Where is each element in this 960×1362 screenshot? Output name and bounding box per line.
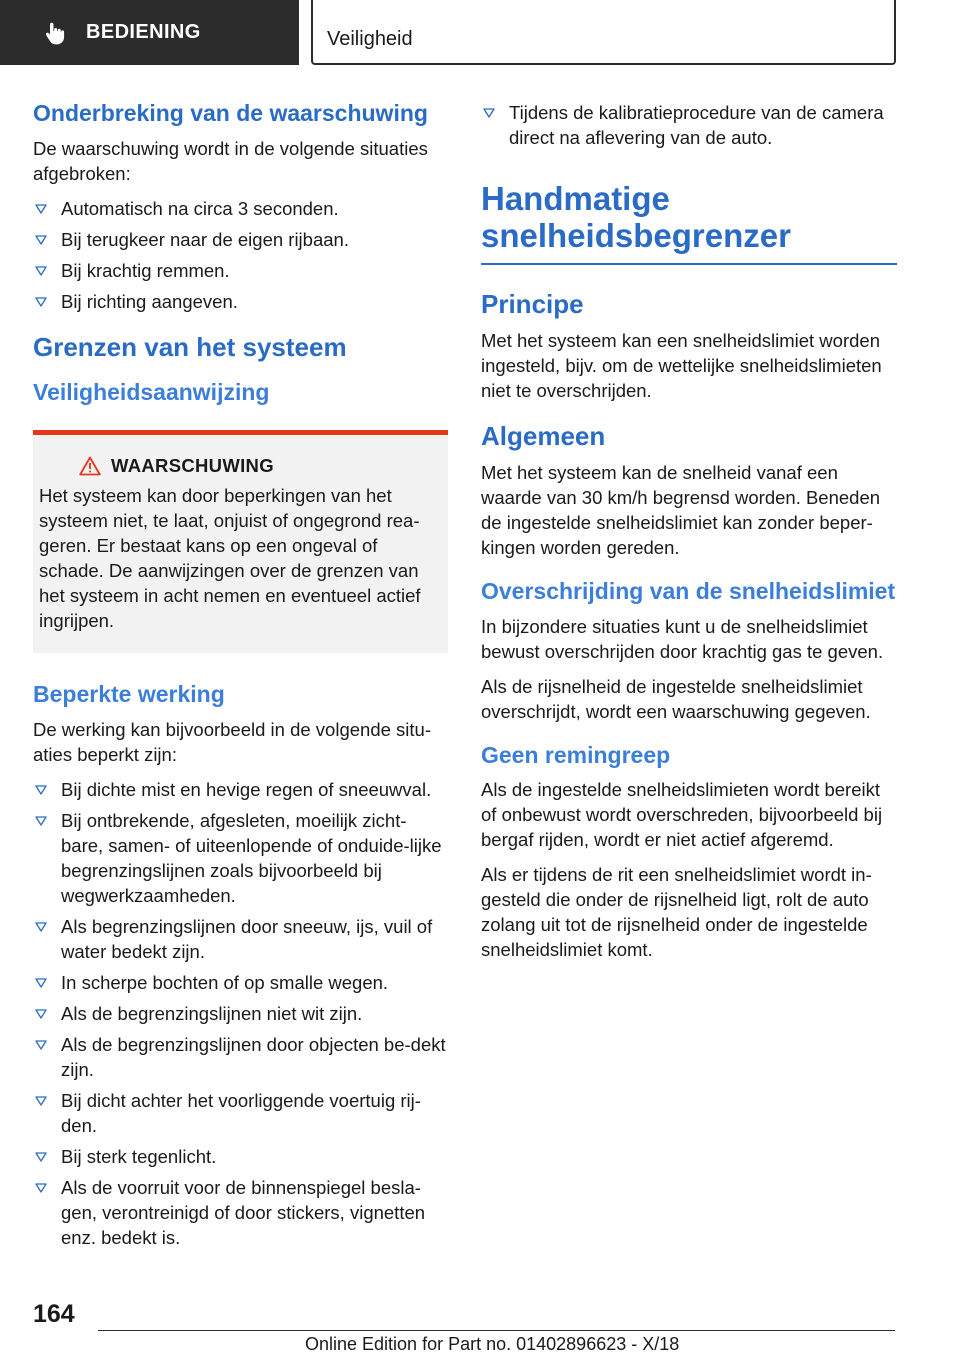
list-item — [33, 289, 448, 314]
triangle-bullet-icon — [35, 1009, 47, 1019]
chapter-tab — [311, 0, 896, 65]
section-name: BEDIENING — [86, 21, 201, 43]
list-item — [33, 1088, 448, 1138]
triangle-bullet-icon — [35, 204, 47, 214]
hand-pointer-icon — [42, 20, 68, 46]
warning-box — [33, 430, 448, 653]
triangle-bullet-icon — [35, 235, 47, 245]
paragraph-limited: De werking kan bijvoorbeeld in de volgende situ‐aties beperkt zijn: — [33, 718, 431, 765]
heading-rule — [481, 263, 897, 265]
heading-safety: Veiligheidsaanwijzing — [33, 378, 270, 405]
heading-interrupt: Onderbreking van de waarschuwing — [33, 100, 428, 126]
list-item — [33, 914, 448, 964]
list-item-text: Als de begrenzingslijnen door objecten be‐dekt zijn. — [61, 1033, 446, 1080]
triangle-bullet-icon — [483, 108, 495, 118]
list-item-text: Bij ontbrekende, afgesleten, moeilijk zicht‐bare, samen- of uiteenlopende of onduide‐lijke begrenzingslijnen zoals bijvoorbeeld bij wegwerkzaamheden. — [61, 809, 442, 906]
list-item-text: In scherpe bochten of op smalle wegen. — [61, 971, 389, 993]
list-item-text: Bij dicht achter het voorliggende voertuig rij‐den. — [61, 1089, 421, 1136]
warning-title: WAARSCHUWING — [111, 455, 274, 477]
list-item — [33, 970, 448, 995]
heading-main: Handmatige snelheidsbegrenzer — [481, 180, 791, 255]
right-column — [481, 100, 897, 972]
warning-triangle-icon — [79, 456, 101, 476]
paragraph-exceed-1: In bijzondere situaties kunt u de snelheidslimiet bewust overschrijden door krachtig gas te geven. — [481, 615, 884, 662]
list-item-text: Bij krachtig remmen. — [61, 259, 230, 281]
section-tab — [0, 0, 299, 65]
page-number: 164 — [33, 1300, 75, 1328]
footer-edition: Online Edition for Part no. 01402896623 - X/18 — [305, 1334, 680, 1354]
heading-exceed: Overschrijding van de snelheidslimiet — [481, 577, 896, 604]
heading-principle: Principe — [481, 288, 584, 319]
list-item-text: Als de voorruit voor de binnenspiegel besla‐gen, verontreinigd of door stickers, vignetten enz. bedekt is. — [61, 1176, 426, 1248]
chapter-title: Veiligheid — [327, 28, 413, 50]
list-item-text: Als begrenzingslijnen door sneeuw, ijs, vuil of water bedekt zijn. — [61, 915, 433, 962]
triangle-bullet-icon — [35, 1152, 47, 1162]
list-limited — [33, 777, 448, 1250]
list-item — [33, 1144, 448, 1169]
list-item-text: Als de begrenzingslijnen niet wit zijn. — [61, 1002, 363, 1024]
left-column — [33, 100, 448, 1260]
list-item-text: Bij sterk tegenlicht. — [61, 1145, 217, 1167]
paragraph-nobrake-1: Als de ingestelde snelheidslimieten wordt bereikt of onbewust wordt overschreden, bijvoorbeeld bij bergaf rijden, wordt er niet actief afgeremd. — [481, 779, 883, 851]
warning-header — [39, 435, 440, 483]
list-item — [33, 1032, 448, 1082]
warning-text: Het systeem kan door beperkingen van het systeem niet, te laat, onjuist of ongegrond rea‐geren. Er bestaat kans op een ongeval of schade. De aanwijzingen over de grenzen van het systeem in acht nemen en eventueel actief ingrijpen. — [39, 485, 421, 632]
list-item — [33, 227, 448, 252]
triangle-bullet-icon — [35, 922, 47, 932]
paragraph-nobrake-2: Als er tijdens de rit een snelheidslimiet wordt in‐gesteld die onder de rijsnelheid ligt, rolt de auto zolang uit tot de rijsnelheid onder de ingestelde snelheidslimiet komt. — [481, 864, 872, 961]
paragraph-interrupt: De waarschuwing wordt in de volgende situaties afgebroken: — [33, 137, 428, 184]
triangle-bullet-icon — [35, 297, 47, 307]
list-top — [481, 100, 897, 150]
list-item — [33, 1001, 448, 1026]
list-item — [33, 196, 448, 221]
heading-limited: Beperkte werking — [33, 681, 225, 708]
footer-rule — [98, 1330, 895, 1331]
list-item-text: Bij richting aangeven. — [61, 290, 238, 312]
triangle-bullet-icon — [35, 1096, 47, 1106]
list-item — [481, 100, 897, 150]
list-item — [33, 1175, 448, 1250]
triangle-bullet-icon — [35, 266, 47, 276]
paragraph-general: Met het systeem kan de snelheid vanaf een waarde van 30 km/h begrensd worden. Beneden de ingestelde snelheidslimiet kan zonder beper‐kingen worden gereden. — [481, 461, 881, 558]
heading-general: Algemeen — [481, 420, 606, 451]
list-item — [33, 808, 448, 908]
list-interrupt — [33, 196, 448, 314]
list-item-text: Tijdens de kalibratieprocedure van de camera direct na aflevering van de auto. — [509, 102, 884, 148]
triangle-bullet-icon — [35, 978, 47, 988]
triangle-bullet-icon — [35, 1183, 47, 1193]
list-item-text: Automatisch na circa 3 seconden. — [61, 197, 339, 219]
triangle-bullet-icon — [35, 816, 47, 826]
triangle-bullet-icon — [35, 1040, 47, 1050]
list-item-text: Bij terugkeer naar de eigen rijbaan. — [61, 228, 349, 250]
triangle-bullet-icon — [35, 785, 47, 795]
paragraph-principle: Met het systeem kan een snelheidslimiet worden ingesteld, bijv. om de wettelijke snelheidslimieten niet te overschrijden. — [481, 329, 882, 401]
heading-nobrake: Geen remingreep — [481, 741, 671, 768]
heading-limits: Grenzen van het systeem — [33, 331, 347, 362]
list-item — [33, 777, 448, 802]
paragraph-exceed-2: Als de rijsnelheid de ingestelde snelheidslimiet overschrijdt, wordt een waarschuwing gegeven. — [481, 675, 871, 722]
list-item-text: Bij dichte mist en hevige regen of sneeuwval. — [61, 778, 432, 800]
list-item — [33, 258, 448, 283]
